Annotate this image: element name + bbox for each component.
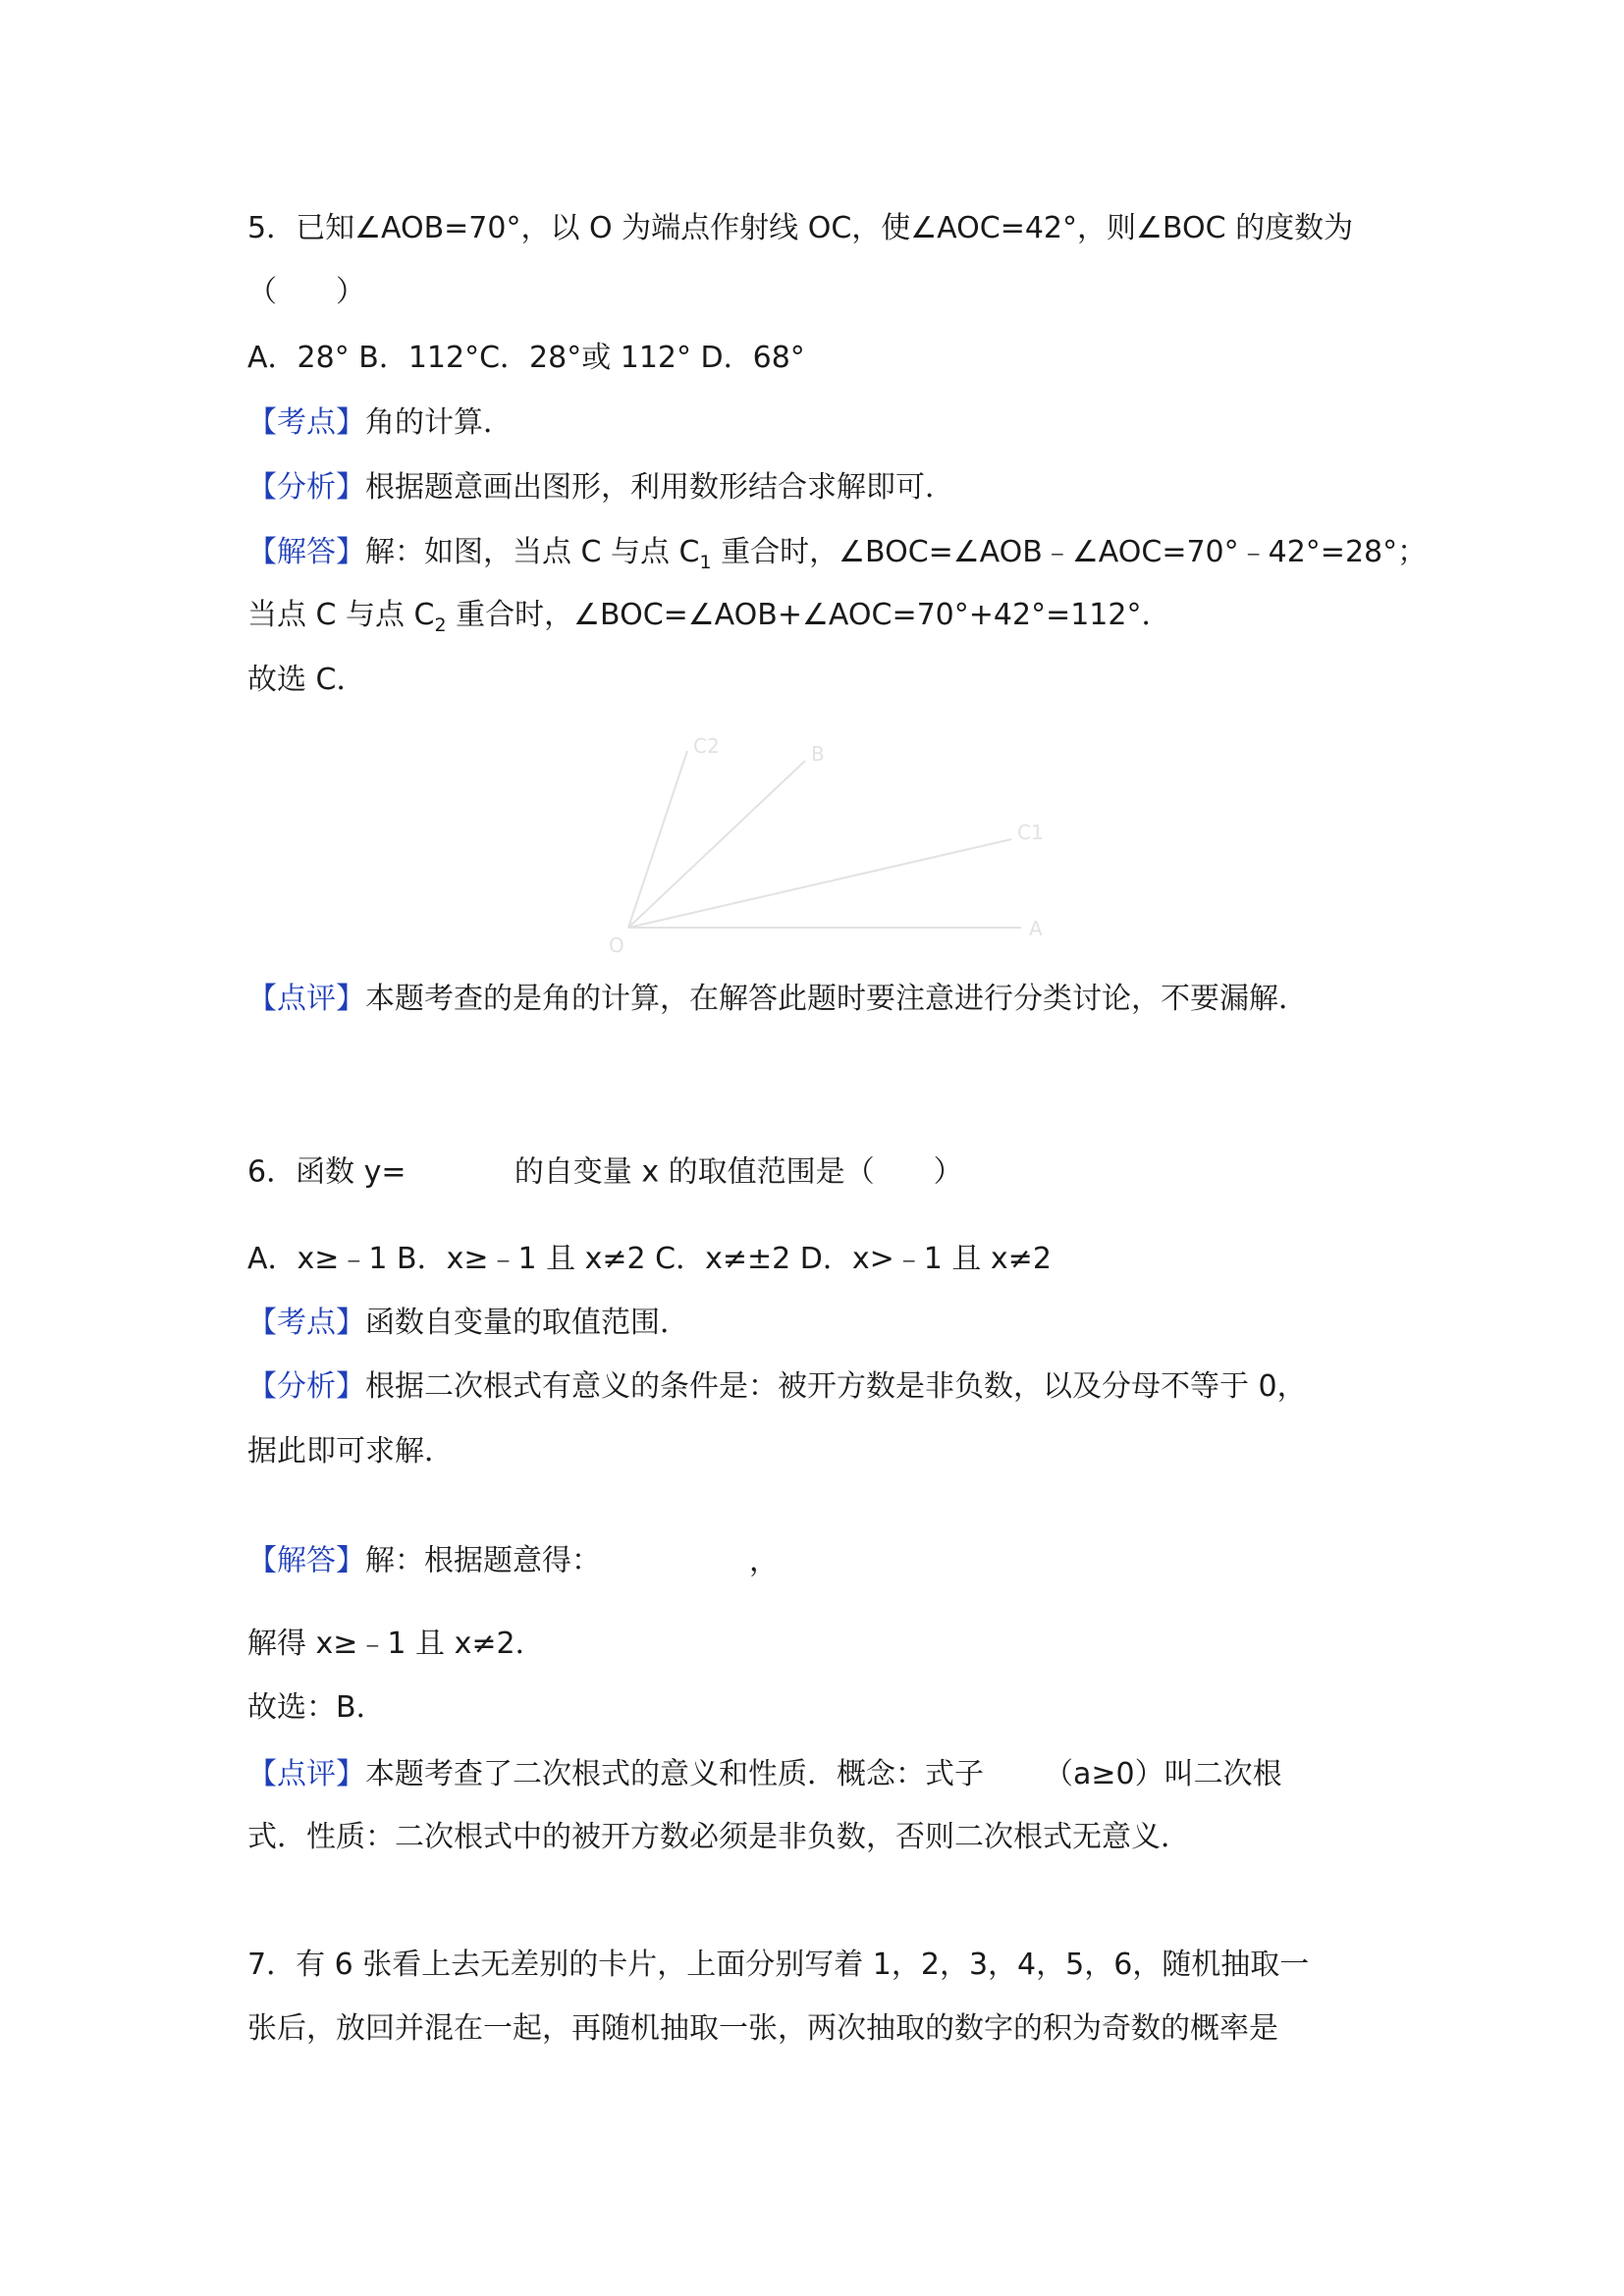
q6-dianping — [247, 1753, 1282, 1794]
q5-kaodian — [247, 403, 513, 443]
q5-guxuan: 故选 C． — [247, 663, 366, 697]
q5-dianping — [247, 980, 1308, 1019]
q6-jiede: 解得 x≥﹣1 且 x≠2． — [247, 1627, 545, 1661]
jieda-text: 解：根据题意得： — [365, 1543, 601, 1578]
angle-figure — [550, 731, 1100, 977]
dianping-text: 本题考查的是角的计算，在解答此题时要注意进行分类讨论，不要漏解． — [365, 982, 1308, 1016]
q6-options: A．x≥﹣1 B．x≥﹣1 且 x≠2 C．x≠±2 D．x>﹣1 且 x≠2 — [247, 1242, 1052, 1276]
q5-options: A．28° B．112°C．28°或 112° D．68° — [247, 341, 805, 375]
kaodian-tag: 【考点】 — [247, 405, 365, 440]
q5-stem-line1: 5．已知∠AOB=70°，以 O 为端点作射线 OC，使∠AOC=42°，则∠BOC 的度数为 — [247, 211, 1354, 245]
fenxi-tag: 【分析】 — [247, 470, 365, 505]
q5-jieda — [247, 533, 1427, 575]
q6-dianping-line2: 式．性质：二次根式中的被开方数必须是非负数，否则二次根式无意义． — [247, 1820, 1190, 1854]
subscript-1: 1 — [699, 552, 712, 573]
jieda-tag: 【解答】 — [247, 535, 365, 569]
q6-kaodian — [247, 1304, 689, 1343]
q7-stem-line1: 7．有 6 张看上去无差别的卡片，上面分别写着 1，2，3，4，5，6，随机抽取一 — [247, 1948, 1310, 1982]
jieda-text-b: 重合时，∠BOC=∠AOB﹣∠AOC=70°﹣42°=28°； — [711, 535, 1428, 569]
dianping-text-b: （a≥0）叫二次根 — [1044, 1757, 1282, 1791]
label-o: O — [609, 934, 624, 957]
jieda-text-a: 解：如图，当点 C 与点 C — [365, 535, 700, 569]
q6-fenxi-line2: 据此即可求解． — [247, 1434, 454, 1468]
dianping-tag: 【点评】 — [247, 982, 365, 1016]
jieda2-text-a: 当点 C 与点 C — [247, 598, 435, 632]
label-b: B — [811, 742, 825, 766]
label-c1: C1 — [1017, 821, 1044, 844]
kaodian-text: 角的计算． — [365, 405, 513, 440]
q6-stem-b: 的自变量 x 的取值范围是（ ） — [514, 1154, 963, 1190]
fenxi-tag: 【分析】 — [247, 1369, 365, 1404]
jieda2-text-b: 重合时，∠BOC=∠AOB+∠AOC=70°+42°=112°． — [446, 598, 1171, 632]
ray-ob — [628, 761, 805, 928]
dianping-text-a: 本题考查了二次根式的意义和性质．概念：式子 — [365, 1757, 984, 1791]
q5-stem-line2: （ ） — [247, 275, 365, 309]
kaodian-text: 函数自变量的取值范围． — [365, 1306, 689, 1340]
kaodian-tag: 【考点】 — [247, 1306, 365, 1340]
subscript-2: 2 — [434, 614, 447, 636]
q5-jieda-line2 — [247, 596, 1170, 638]
dianping-tag: 【点评】 — [247, 1757, 365, 1791]
q6-jieda — [247, 1526, 779, 1597]
q6-stem — [247, 1141, 963, 1205]
fenxi-text: 根据题意画出图形，利用数形结合求解即可． — [365, 470, 954, 505]
ray-oc1 — [628, 839, 1011, 928]
q6-guxuan: 故选：B． — [247, 1690, 386, 1725]
label-a: A — [1029, 917, 1043, 940]
q6-stem-a: 6．函数 y= — [247, 1154, 406, 1190]
q6-fenxi — [247, 1367, 1307, 1407]
jieda-tag: 【解答】 — [247, 1543, 365, 1578]
fenxi-text: 根据二次根式有意义的条件是：被开方数是非负数，以及分母不等于 0， — [365, 1369, 1307, 1404]
q7-stem-line2: 张后，放回并混在一起，再随机抽取一张，两次抽取的数字的积为奇数的概率是 — [247, 2011, 1278, 2046]
jieda-comma: ， — [749, 1543, 780, 1578]
q5-fenxi — [247, 468, 954, 507]
label-c2: C2 — [693, 734, 720, 758]
